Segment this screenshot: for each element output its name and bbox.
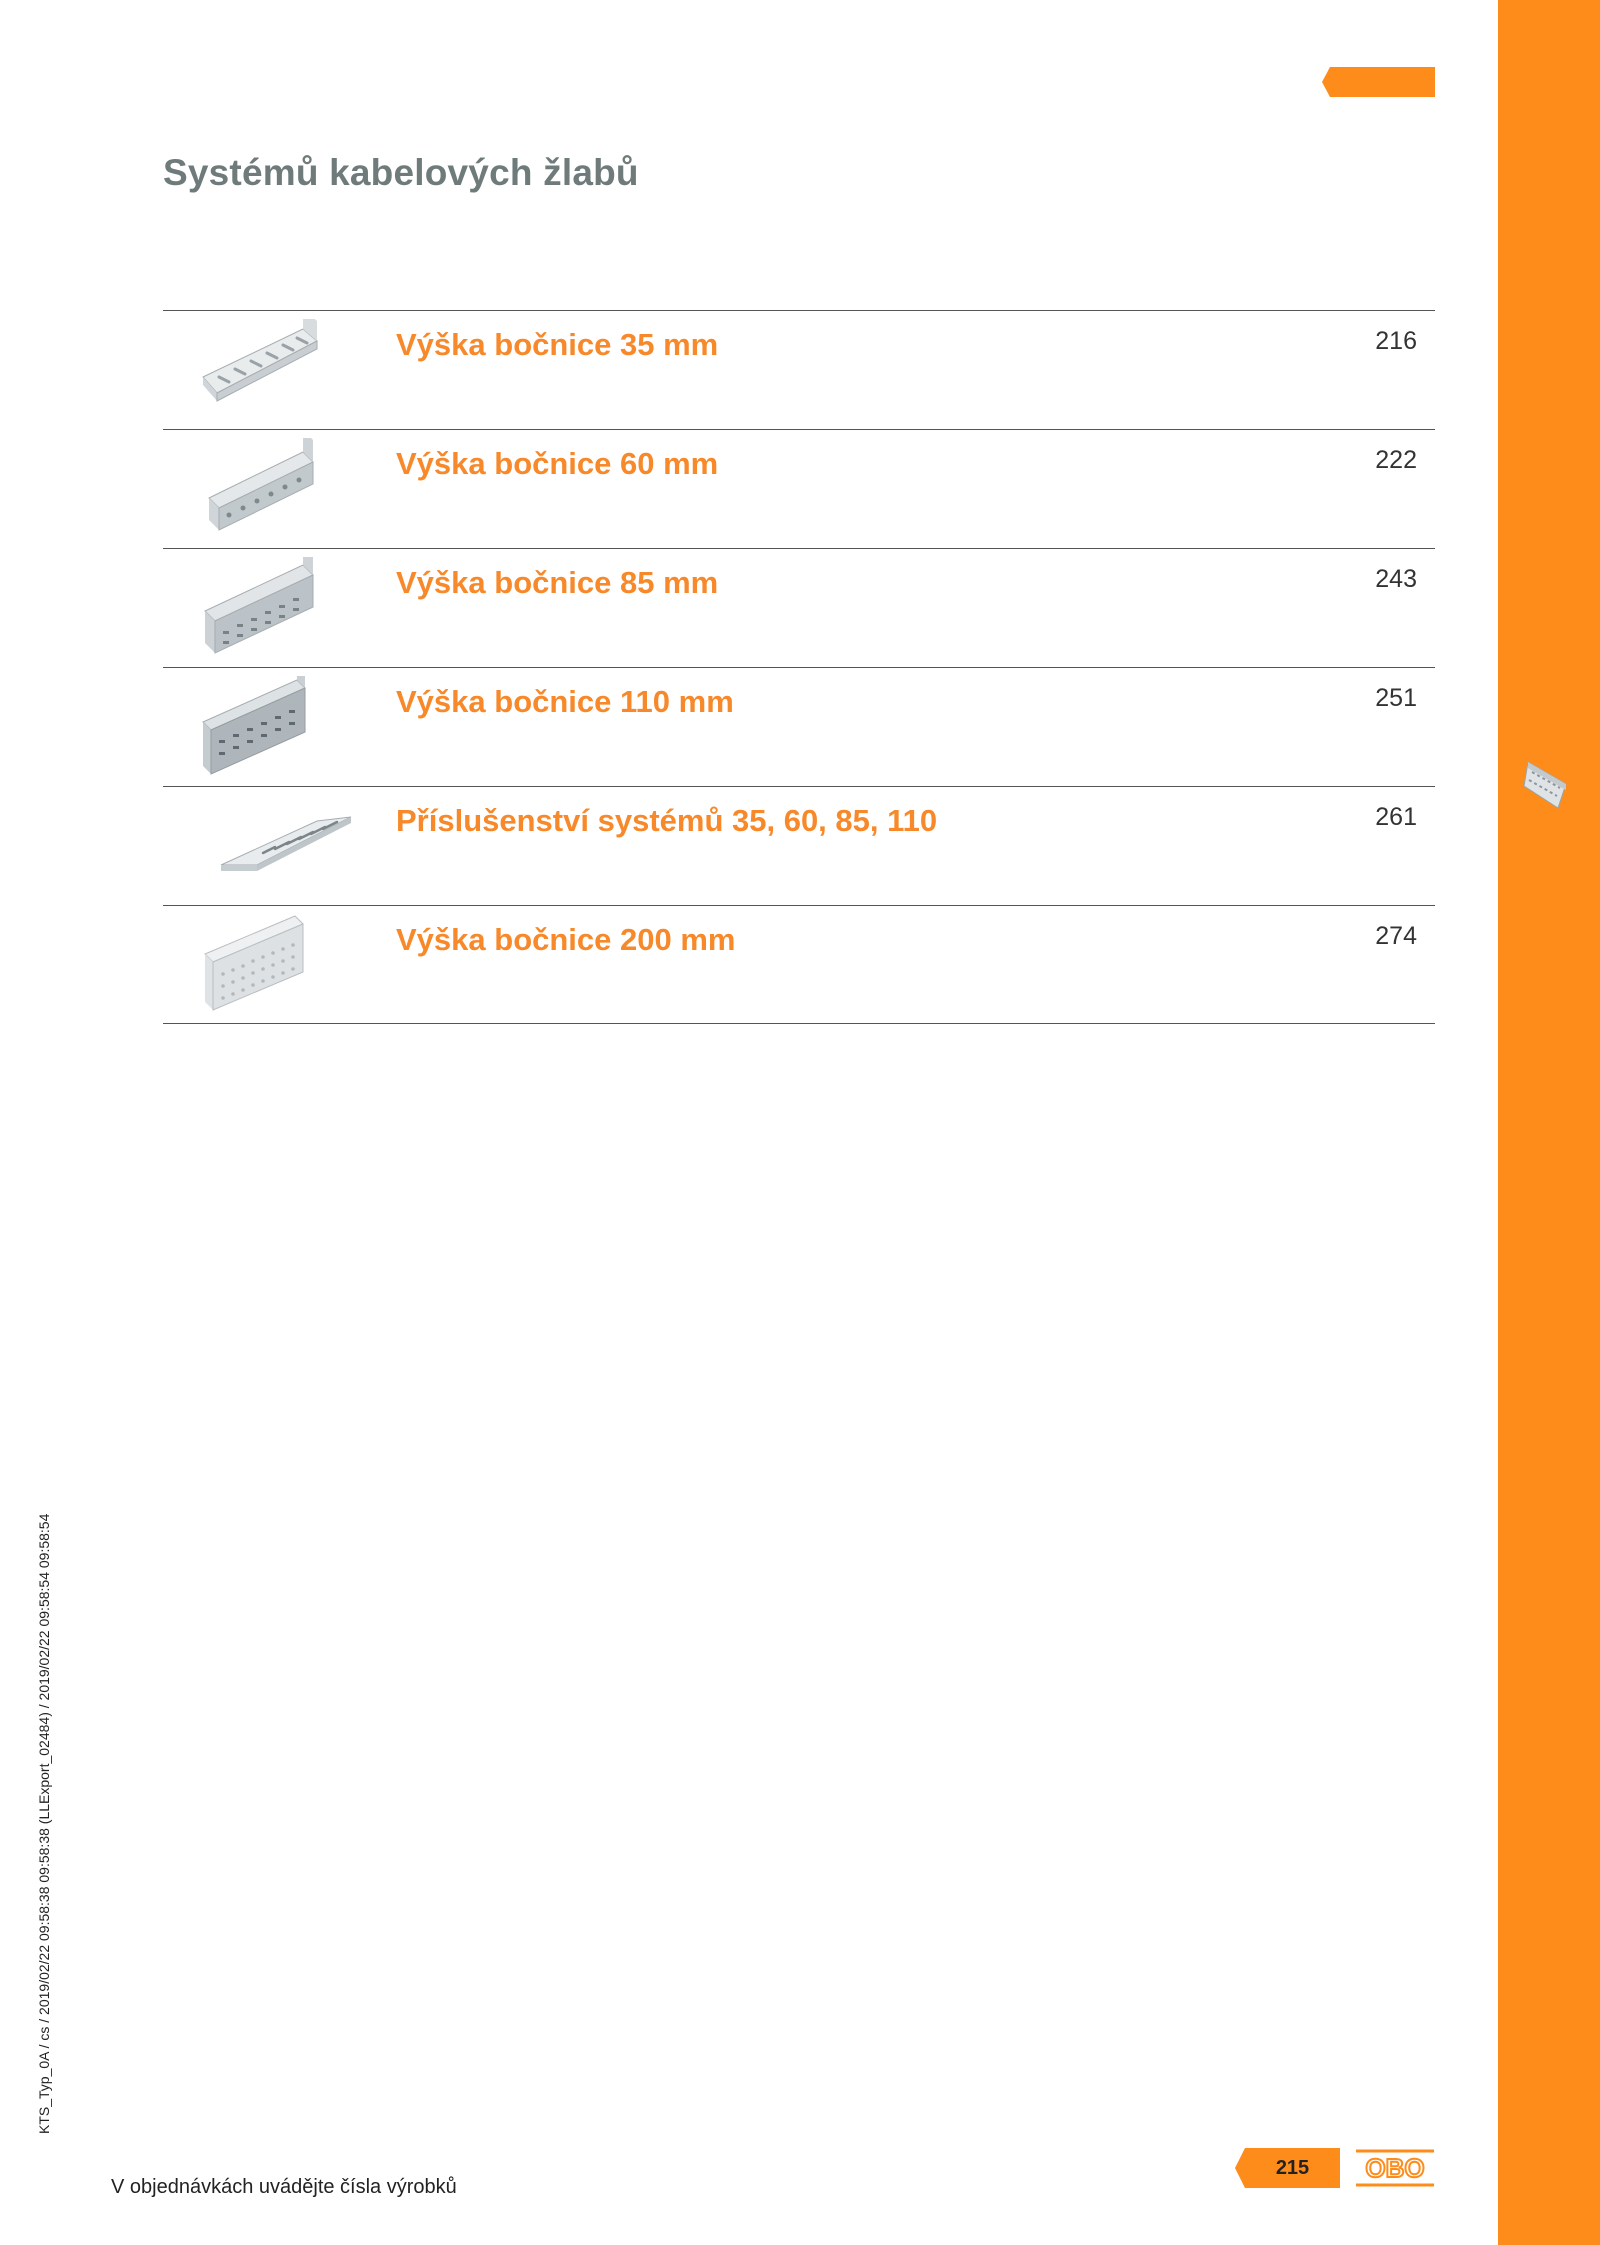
brand-text: OBO (1365, 2153, 1425, 2183)
toc-row[interactable] (163, 905, 1435, 1024)
tray-accessory-image (199, 795, 369, 895)
cable-tray-60-image (199, 438, 333, 538)
table-of-contents (163, 310, 1435, 1024)
obo-logo (1356, 2148, 1434, 2188)
toc-page-number[interactable]: 261 (1375, 803, 1417, 831)
side-tray-icon (1522, 756, 1570, 814)
toc-page-number[interactable]: 251 (1375, 684, 1417, 712)
cable-tray-200-image (199, 914, 333, 1014)
toc-label[interactable]: Výška bočnice 85 mm (396, 565, 719, 600)
cable-tray-35-image (199, 319, 333, 419)
footer-note: V objednávkách uvádějte čísla výrobků (111, 2176, 457, 2198)
toc-label[interactable]: Příslušenství systémů 35, 60, 85, 110 (396, 803, 938, 838)
page-number: 215 (1275, 2157, 1310, 2179)
print-metadata: KTS_Typ_0A / cs / 2019/02/22 09:58:38 09:58:38 (LLExport_02484) / 2019/02/22 09:58:54 09:58:54 (36, 1513, 52, 2134)
toc-row[interactable] (163, 786, 1435, 905)
toc-label[interactable]: Výška bočnice 110 mm (396, 684, 734, 719)
toc-row[interactable] (163, 548, 1435, 667)
toc-row[interactable] (163, 429, 1435, 548)
side-bar (1498, 0, 1600, 2245)
toc-row[interactable] (163, 310, 1435, 429)
cable-tray-110-image (199, 676, 333, 776)
toc-row[interactable] (163, 667, 1435, 786)
cable-tray-85-image (199, 557, 333, 657)
toc-label[interactable]: Výška bočnice 35 mm (396, 327, 719, 362)
chapter-tab (1322, 67, 1435, 97)
toc-page-number[interactable]: 222 (1375, 446, 1417, 474)
toc-page-number[interactable]: 216 (1375, 327, 1417, 355)
page-number-badge (1235, 2148, 1340, 2188)
toc-page-number[interactable]: 243 (1375, 565, 1417, 593)
page-title: Systémů kabelových žlabů (163, 152, 639, 193)
toc-label[interactable]: Výška bočnice 200 mm (396, 922, 736, 957)
toc-label[interactable]: Výška bočnice 60 mm (396, 446, 719, 481)
toc-page-number[interactable]: 274 (1375, 922, 1417, 950)
